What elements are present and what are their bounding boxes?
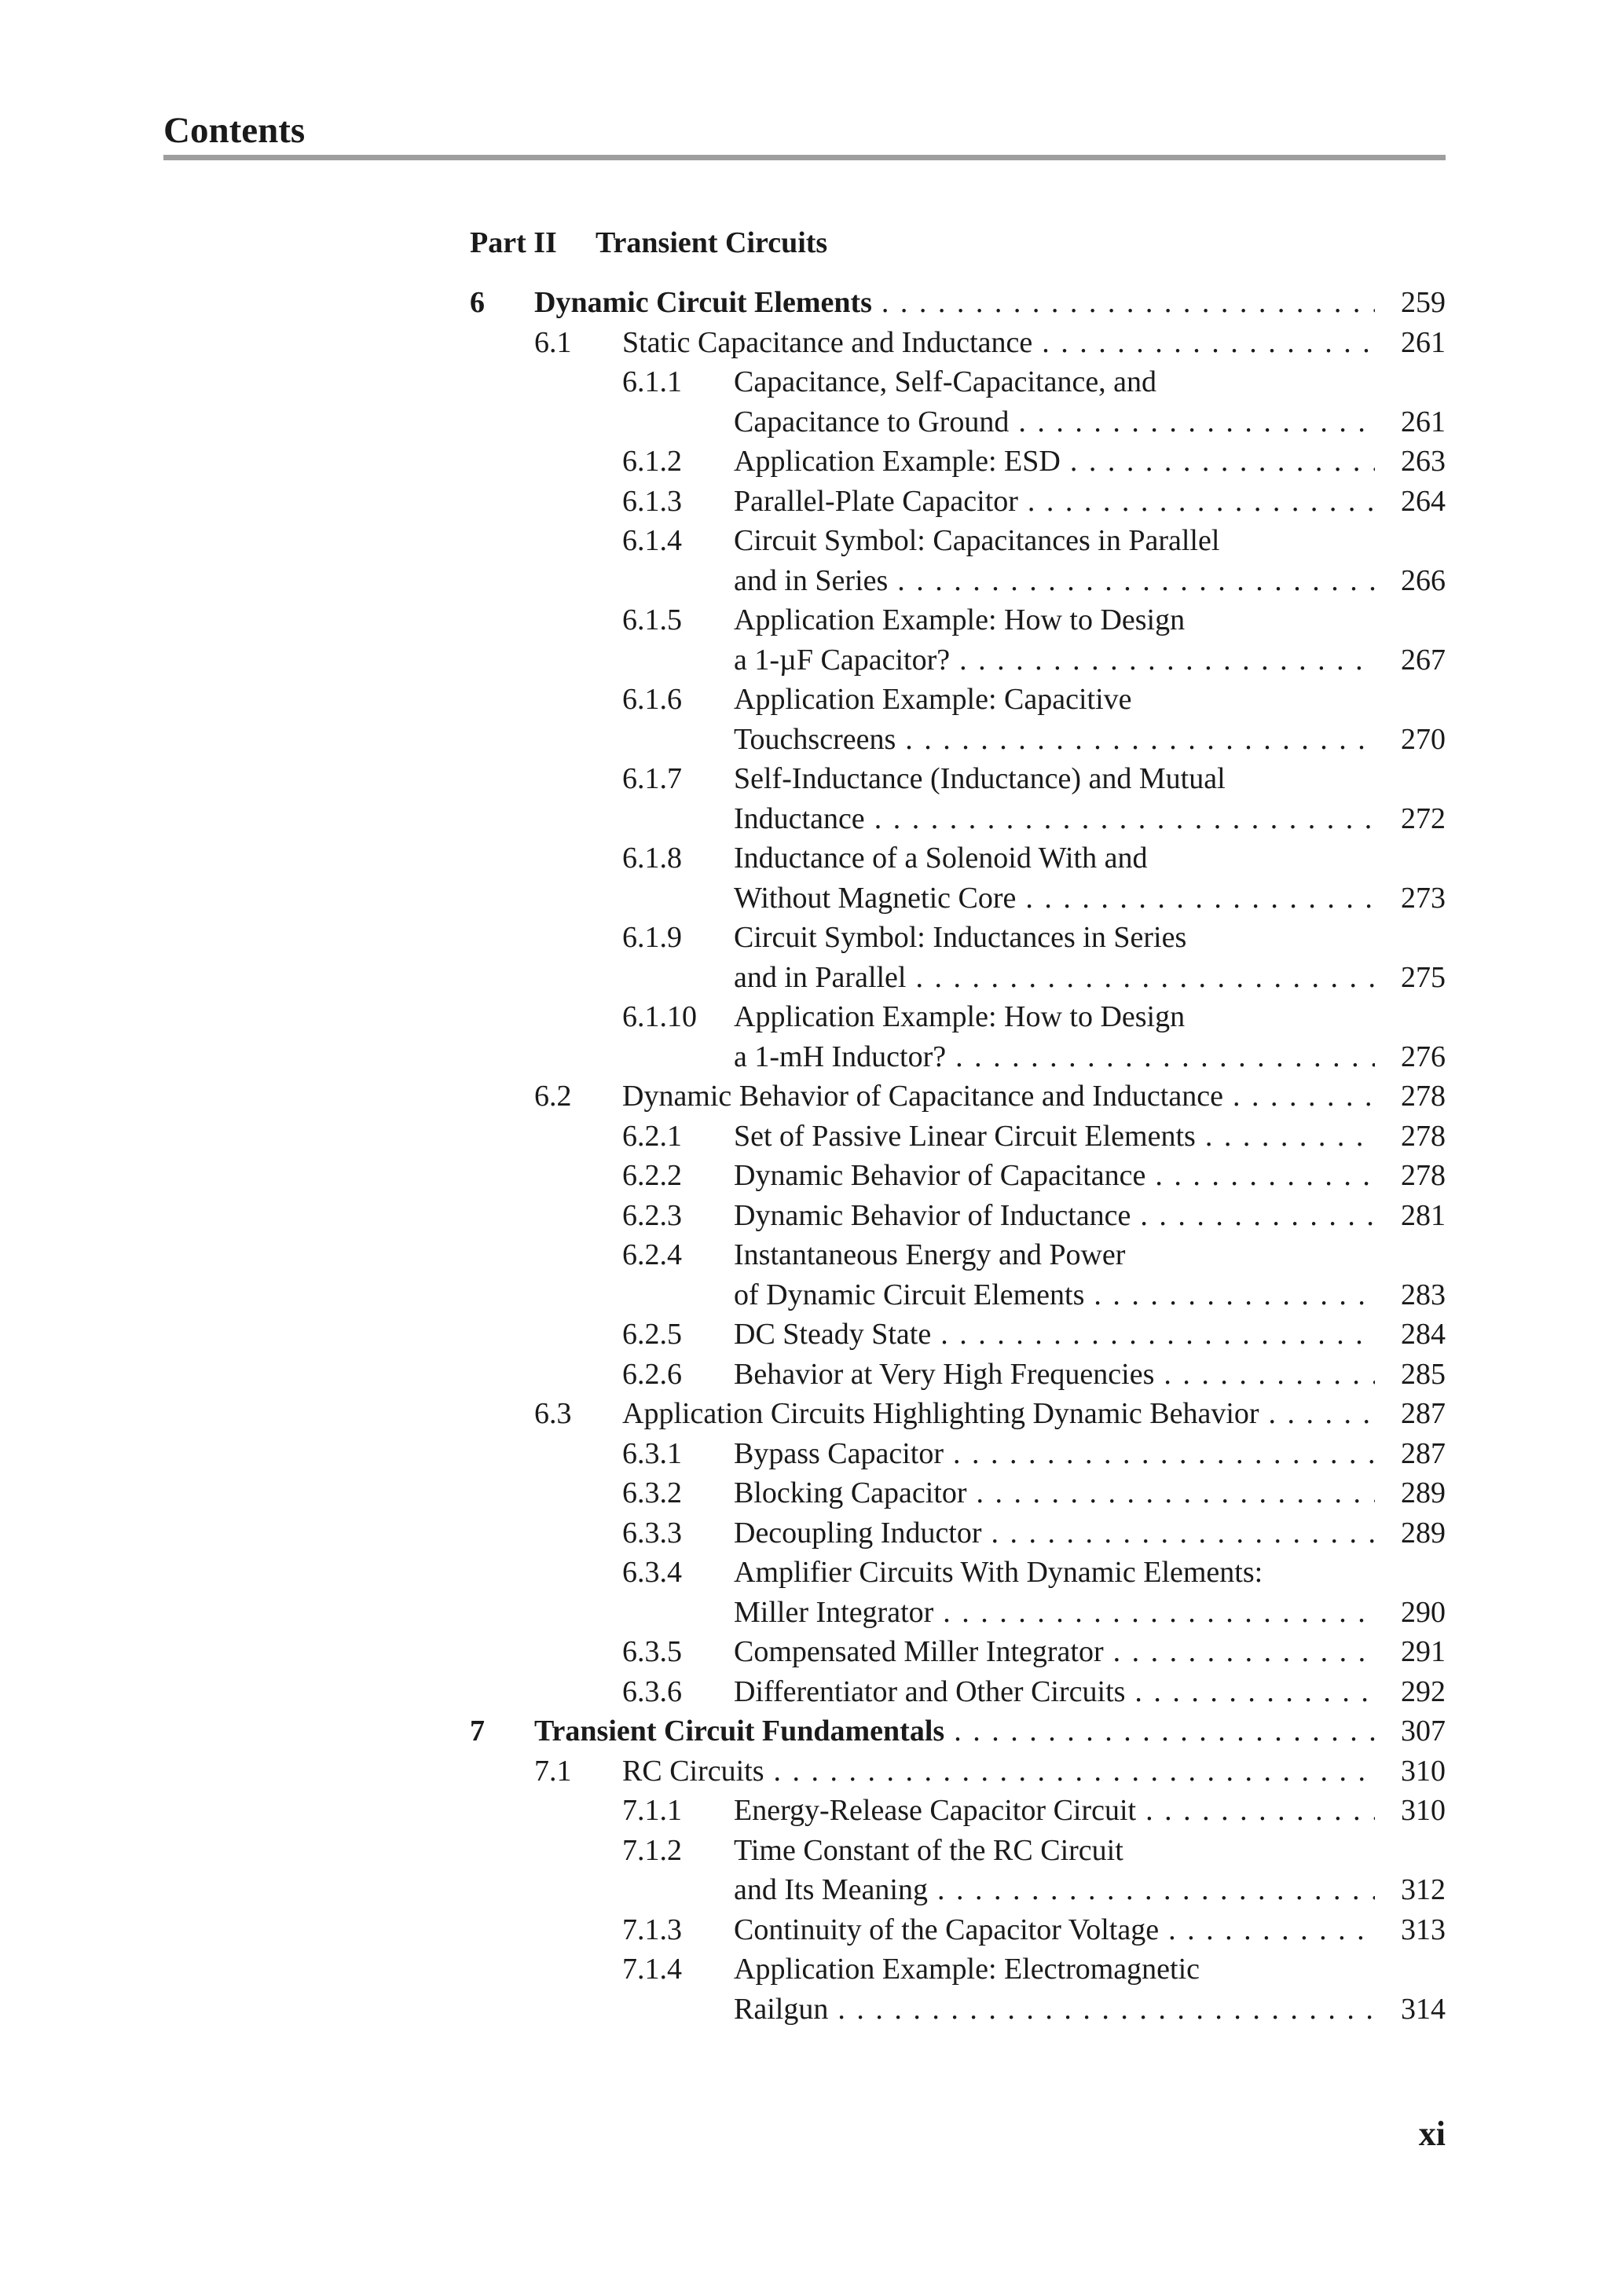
toc-entry-continuation [0,1870,1609,1910]
toc-entry-number: 7.1 [534,1754,572,1788]
toc-entry-page: 290 [1401,1595,1446,1629]
toc-entry-title: Blocking Capacitor . . . [734,1473,1375,1513]
toc-subsection-entry [0,1632,1609,1672]
toc-subsection-entry [0,680,1609,720]
toc-entry-title: and in Series . . . [734,561,1375,601]
toc-entry-number: 6.1.1 [622,365,682,398]
toc-entry-number: 6.2.3 [622,1198,682,1232]
toc-entry-page: 287 [1401,1436,1446,1470]
toc-subsection-entry [0,1672,1609,1712]
toc-entry-title: Application Example: Electromagnetic [734,1953,1200,1986]
toc-entry-page: 276 [1401,1040,1446,1073]
toc-entry-continuation [0,402,1609,442]
toc-entry-title: Amplifier Circuits With Dynamic Elements: [734,1556,1263,1589]
toc-section-entry [0,1751,1609,1792]
toc-entry-page: 292 [1401,1674,1446,1708]
toc-entry-number: 6.3.1 [622,1436,682,1470]
toc-list [0,283,1609,2029]
toc-entry-number: 6.1.9 [622,921,682,954]
toc-entry-title: Application Example: How to Design [734,1000,1186,1033]
toc-entry-title: Application Example: ESD . . . [734,442,1375,482]
toc-subsection-entry [0,521,1609,561]
toc-entry-page: 307 [1401,1715,1446,1748]
toc-entry-number: 6.1.2 [622,445,682,478]
toc-entry-page: 278 [1401,1119,1446,1153]
toc-entry-page: 275 [1401,960,1446,994]
part-heading [470,222,827,264]
toc-entry-continuation [0,720,1609,760]
toc-entry-page: 270 [1401,722,1446,756]
toc-entry-number: 7.1.3 [622,1913,682,1946]
toc-entry-page: 312 [1401,1873,1446,1906]
toc-entry-page: 310 [1401,1754,1446,1788]
toc-entry-title: Self-Inductance (Inductance) and Mutual [734,762,1226,795]
toc-subsection-entry [0,1156,1609,1196]
toc-subsection-entry [0,1513,1609,1553]
toc-subsection-entry [0,997,1609,1037]
toc-entry-page: 284 [1401,1318,1446,1351]
toc-entry-title: Without Magnetic Core . . . [734,878,1375,919]
toc-entry-title: Time Constant of the RC Circuit [734,1833,1123,1867]
toc-subsection-entry [0,1196,1609,1236]
toc-entry-title: Touchscreens . . . [734,720,1375,760]
toc-entry-page: 266 [1401,563,1446,597]
toc-entry-page: 267 [1401,643,1446,677]
toc-entry-number: 6.2.1 [622,1119,682,1153]
toc-entry-page: 289 [1401,1476,1446,1509]
toc-entry-continuation [0,878,1609,919]
toc-entry-title: Railgun . . . [734,1990,1375,2030]
toc-entry-title: Energy-Release Capacitor Circuit . . . [734,1791,1375,1831]
toc-subsection-entry [0,759,1609,799]
toc-entry-title: Continuity of the Capacitor Voltage . . . [734,1910,1375,1950]
toc-entry-title: RC Circuits . . . [622,1751,1375,1792]
toc-entry-page: 272 [1401,801,1446,835]
toc-entry-page: 278 [1401,1159,1446,1192]
toc-entry-title: Inductance . . . [734,799,1375,839]
toc-entry-page: 314 [1401,1992,1446,2026]
toc-entry-title: a 1-µF Capacitor? . . . [734,640,1375,680]
toc-entry-continuation [0,1037,1609,1077]
toc-entry-continuation [0,1593,1609,1633]
toc-entry-title: a 1-mH Inductor? . . . [734,1037,1375,1077]
toc-entry-continuation [0,640,1609,680]
toc-subsection-entry [0,1910,1609,1950]
toc-entry-title: Decoupling Inductor . . . [734,1513,1375,1553]
toc-entry-title: Inductance of a Solenoid With and [734,842,1148,875]
toc-subsection-entry [0,482,1609,522]
toc-subsection-entry [0,1355,1609,1395]
toc-section-entry [0,323,1609,363]
toc-entry-continuation [0,1275,1609,1315]
toc-entry-title: Application Example: How to Design [734,603,1186,636]
toc-entry-page: 287 [1401,1397,1446,1430]
toc-subsection-entry [0,1791,1609,1831]
heading-rule [163,155,1446,160]
part-title: Transient Circuits [596,226,828,259]
toc-entry-title: Compensated Miller Integrator . . . [734,1632,1375,1672]
toc-entry-title: and in Parallel . . . [734,958,1375,998]
toc-section-entry [0,1076,1609,1117]
toc-subsection-entry [0,600,1609,640]
toc-entry-title: Application Example: Capacitive [734,683,1132,716]
toc-subsection-entry [0,1434,1609,1474]
toc-entry-number: 6 [470,286,485,319]
toc-subsection-entry [0,362,1609,402]
toc-entry-page: 313 [1401,1913,1446,1946]
toc-entry-page: 283 [1401,1278,1446,1311]
toc-entry-page: 291 [1401,1635,1446,1668]
toc-entry-title: Dynamic Behavior of Capacitance . . . [734,1156,1375,1196]
toc-entry-page: 281 [1401,1198,1446,1232]
toc-entry-number: 6.3.5 [622,1635,682,1668]
page-number: xi [1418,2114,1446,2153]
toc-entry-continuation [0,561,1609,601]
toc-entry-title: Transient Circuit Fundamentals . . . [534,1711,1375,1751]
toc-entry-number: 6.3.3 [622,1516,682,1550]
toc-subsection-entry [0,1315,1609,1355]
toc-subsection-entry [0,918,1609,958]
toc-entry-page: 261 [1401,325,1446,359]
toc-entry-title: and Its Meaning . . . [734,1870,1375,1910]
toc-entry-page: 310 [1401,1794,1446,1827]
toc-entry-title: Dynamic Behavior of Inductance . . . [734,1196,1375,1236]
toc-entry-title: Circuit Symbol: Capacitances in Parallel [734,524,1220,557]
toc-entry-continuation [0,799,1609,839]
toc-entry-page: 259 [1401,286,1446,319]
toc-entry-page: 285 [1401,1357,1446,1391]
toc-entry-page: 289 [1401,1516,1446,1550]
toc-entry-number: 6.1.3 [622,484,682,518]
toc-entry-number: 7.1.4 [622,1953,682,1986]
toc-entry-continuation [0,1990,1609,2030]
toc-entry-number: 7.1.1 [622,1794,682,1827]
toc-entry-number: 7 [470,1715,485,1748]
toc-entry-continuation [0,958,1609,998]
toc-entry-title: Set of Passive Linear Circuit Elements . . . [734,1117,1375,1157]
toc-entry-number: 6.1.7 [622,762,682,795]
toc-subsection-entry [0,1831,1609,1871]
toc-entry-title: Instantaneous Energy and Power [734,1238,1126,1271]
part-number: Part II [470,226,557,259]
toc-subsection-entry [0,1473,1609,1513]
toc-entry-title: Capacitance, Self-Capacitance, and [734,365,1157,398]
toc-entry-number: 6.2.2 [622,1159,682,1192]
toc-entry-title: Dynamic Circuit Elements . . . [534,283,1375,323]
toc-chapter-entry [0,283,1609,323]
toc-entry-title: Circuit Symbol: Inductances in Series [734,921,1187,954]
toc-entry-page: 278 [1401,1080,1446,1113]
toc-subsection-entry [0,1553,1609,1593]
toc-subsection-entry [0,1949,1609,1990]
toc-entry-title: Parallel-Plate Capacitor . . . [734,482,1375,522]
toc-section-entry [0,1394,1609,1434]
toc-entry-title: Dynamic Behavior of Capacitance and Inductance . . . [622,1076,1375,1117]
toc-entry-number: 6.2.4 [622,1238,682,1271]
toc-entry-title: Miller Integrator . . . [734,1593,1375,1633]
toc-entry-number: 7.1.2 [622,1833,682,1867]
toc-entry-title: Behavior at Very High Frequencies . . . [734,1355,1375,1395]
toc-entry-title: Static Capacitance and Inductance . . . [622,323,1375,363]
toc-entry-title: Differentiator and Other Circuits . . . [734,1672,1375,1712]
page-heading: Contents [163,110,306,151]
toc-entry-number: 6.1.5 [622,603,682,636]
toc-entry-number: 6.3.6 [622,1674,682,1708]
toc-subsection-entry [0,1117,1609,1157]
toc-entry-number: 6.2.5 [622,1318,682,1351]
toc-entry-number: 6.3.2 [622,1476,682,1509]
toc-entry-number: 6.1 [534,325,572,359]
toc-entry-page: 263 [1401,445,1446,478]
toc-entry-number: 6.1.4 [622,524,682,557]
toc-entry-number: 6.1.10 [622,1000,697,1033]
toc-entry-number: 6.1.8 [622,842,682,875]
toc-entry-number: 6.2.6 [622,1357,682,1391]
toc-subsection-entry [0,442,1609,482]
toc-entry-title: Capacitance to Ground . . . [734,402,1375,442]
toc-entry-number: 6.3 [534,1397,572,1430]
toc-entry-page: 264 [1401,484,1446,518]
toc-entry-title: of Dynamic Circuit Elements . . . [734,1275,1375,1315]
toc-entry-title: Application Circuits Highlighting Dynamic Behavior . . . [622,1394,1375,1434]
toc-entry-page: 261 [1401,405,1446,438]
toc-subsection-entry [0,838,1609,878]
toc-entry-number: 6.1.6 [622,683,682,716]
toc-entry-number: 6.3.4 [622,1556,682,1589]
toc-chapter-entry [0,1711,1609,1751]
toc-entry-number: 6.2 [534,1080,572,1113]
toc-entry-title: Bypass Capacitor . . . [734,1434,1375,1474]
toc-entry-page: 273 [1401,881,1446,915]
toc-subsection-entry [0,1235,1609,1275]
toc-entry-title: DC Steady State . . . [734,1315,1375,1355]
